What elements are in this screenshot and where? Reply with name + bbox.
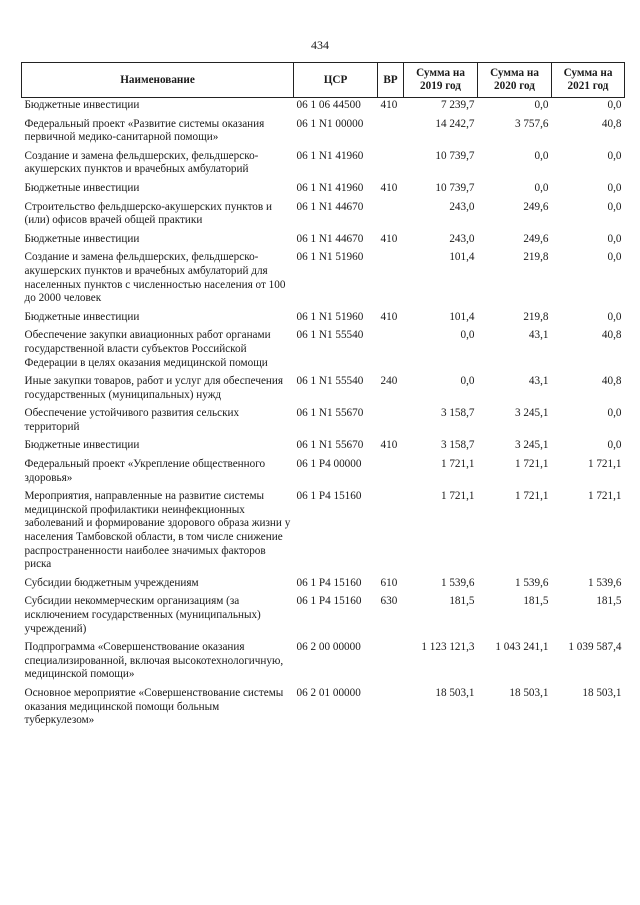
row-csr: 06 1 N1 55670 — [296, 439, 364, 452]
table-row — [22, 438, 625, 457]
row-sum-2019: 3 158,7 — [440, 407, 475, 420]
row-vr — [378, 686, 404, 732]
row-sum-2020: 18 503,1 — [509, 686, 549, 699]
row-csr: 06 1 N1 51960 — [296, 251, 364, 264]
row-sum-2021: 0,0 — [607, 99, 622, 111]
row-name: Обеспечение закупки авиационных работ органами государственной власти субъектов Российской Федерации в целях оказания медицинской помощи — [24, 329, 271, 369]
row-name: Субсидии бюджетным учреждениям — [24, 576, 199, 589]
row-sum-2020: 181,5 — [523, 595, 549, 608]
row-sum-2019: 101,4 — [449, 251, 475, 264]
row-name: Бюджетные инвестиции — [24, 310, 140, 323]
row-csr: 06 1 P4 15160 — [296, 576, 362, 589]
row-sum-2021: 0,0 — [607, 310, 622, 323]
row-vr: 410 — [380, 181, 398, 194]
table-row — [22, 576, 625, 595]
row-csr: 06 1 N1 00000 — [296, 117, 364, 130]
row-vr — [378, 406, 404, 438]
row-csr: 06 2 01 00000 — [296, 686, 361, 699]
row-csr: 06 1 N1 41960 — [296, 149, 364, 162]
row-csr: 06 1 N1 51960 — [296, 310, 364, 323]
row-sum-2020: 249,6 — [523, 232, 549, 245]
table-row — [22, 594, 625, 640]
row-name: Бюджетные инвестиции — [24, 232, 140, 245]
header-csr: ЦСР — [294, 63, 378, 98]
row-vr: 610 — [380, 576, 398, 589]
row-sum-2019: 7 239,7 — [440, 99, 475, 111]
row-sum-2021: 1 539,6 — [587, 576, 622, 589]
row-sum-2020: 1 539,6 — [514, 576, 549, 589]
row-sum-2021: 18 503,1 — [582, 686, 622, 699]
table-header-row — [22, 63, 625, 98]
row-vr: 410 — [380, 232, 398, 245]
row-sum-2021: 0,0 — [607, 232, 622, 245]
row-name: Бюджетные инвестиции — [24, 99, 140, 111]
row-sum-2019: 10 739,7 — [435, 181, 475, 194]
row-sum-2019: 1 721,1 — [440, 490, 475, 503]
row-sum-2021: 1 039 587,4 — [568, 641, 622, 654]
row-sum-2020: 0,0 — [534, 99, 549, 111]
row-name: Бюджетные инвестиции — [24, 181, 140, 194]
table-row — [22, 200, 625, 232]
row-sum-2020: 3 245,1 — [514, 439, 549, 452]
table-row — [22, 181, 625, 200]
row-sum-2021: 0,0 — [607, 439, 622, 452]
row-name: Бюджетные инвестиции — [24, 439, 140, 452]
table-row — [22, 149, 625, 181]
row-csr: 06 1 N1 44670 — [296, 200, 364, 213]
table-row — [22, 457, 625, 489]
row-sum-2020: 219,8 — [523, 251, 549, 264]
table-row — [22, 489, 625, 576]
row-sum-2021: 0,0 — [607, 251, 622, 264]
row-sum-2019: 181,5 — [449, 595, 475, 608]
table-row — [22, 406, 625, 438]
row-name: Подпрограмма «Совершенствование оказания специализированной, включая высокотехнологичную, медицинской помощи» — [24, 641, 284, 681]
row-vr — [378, 328, 404, 374]
header-vr: ВР — [378, 63, 404, 98]
budget-table — [21, 62, 625, 732]
row-vr — [378, 200, 404, 232]
row-sum-2019: 14 242,7 — [435, 117, 475, 130]
row-sum-2021: 181,5 — [596, 595, 622, 608]
table-row — [22, 250, 625, 309]
row-sum-2019: 3 158,7 — [440, 439, 475, 452]
row-sum-2019: 1 539,6 — [440, 576, 475, 589]
page-number: 434 — [311, 38, 329, 52]
row-name: Создание и замена фельдшерских, фельдшерско-акушерских пунктов и врачебных амбулаторий — [24, 149, 259, 176]
row-sum-2019: 243,0 — [449, 200, 475, 213]
row-sum-2019: 18 503,1 — [435, 686, 475, 699]
row-vr: 240 — [380, 375, 398, 388]
header-sum-2020: Сумма на 2020 год — [478, 63, 552, 98]
row-sum-2021: 40,8 — [601, 375, 622, 388]
row-sum-2021: 1 721,1 — [587, 458, 622, 471]
table-row — [22, 328, 625, 374]
row-sum-2020: 43,1 — [528, 329, 549, 342]
row-sum-2020: 1 721,1 — [514, 490, 549, 503]
row-csr: 06 1 P4 00000 — [296, 458, 362, 471]
table-row — [22, 374, 625, 406]
row-sum-2020: 0,0 — [534, 181, 549, 194]
row-name: Федеральный проект «Развитие системы оказания первичной медико-санитарной помощи» — [24, 117, 265, 144]
row-sum-2020: 1 043 241,1 — [495, 641, 549, 654]
row-vr — [378, 117, 404, 149]
row-csr: 06 2 00 00000 — [296, 641, 361, 654]
row-vr — [378, 489, 404, 576]
header-sum-2019: Сумма на 2019 год — [404, 63, 478, 98]
row-sum-2020: 3 757,6 — [514, 117, 549, 130]
row-sum-2019: 101,4 — [449, 310, 475, 323]
row-csr: 06 1 P4 15160 — [296, 490, 362, 503]
row-sum-2020: 1 721,1 — [514, 458, 549, 471]
row-sum-2019: 0,0 — [460, 375, 475, 388]
row-name: Мероприятия, направленные на развитие системы медицинской профилактики неинфекционных заболеваний и формирование здорового образа жизни у населения Тамбовской области, в том числе снижение распространенности наиболее значимых факторов риска — [24, 490, 291, 571]
table-row — [22, 232, 625, 251]
row-vr: 410 — [380, 439, 398, 452]
row-csr: 06 1 N1 55540 — [296, 375, 364, 388]
table-row — [22, 117, 625, 149]
row-sum-2019: 243,0 — [449, 232, 475, 245]
table-row — [22, 686, 625, 732]
row-sum-2020: 0,0 — [534, 149, 549, 162]
row-sum-2020: 219,8 — [523, 310, 549, 323]
row-csr: 06 1 06 44500 — [296, 99, 361, 111]
row-sum-2021: 40,8 — [601, 117, 622, 130]
table-row — [22, 640, 625, 686]
row-vr — [378, 640, 404, 686]
row-sum-2021: 0,0 — [607, 149, 622, 162]
header-name: Наименование — [22, 63, 294, 98]
row-name: Создание и замена фельдшерских, фельдшерско-акушерских пунктов и врачебных амбулаторий для населенных пунктов с численностью населения от 100 до 2000 человек — [24, 251, 286, 305]
row-sum-2021: 40,8 — [601, 329, 622, 342]
row-name: Субсидии некоммерческим организациям (за исключением государственных (муниципальных) учреждений) — [24, 595, 261, 635]
table-row — [22, 310, 625, 329]
row-name: Иные закупки товаров, работ и услуг для обеспечения государственных (муниципальных) нужд — [24, 375, 284, 401]
row-name: Основное мероприятие «Совершенствование системы оказания медицинской помощи больным туберкулезом» — [24, 686, 284, 727]
table-row — [22, 98, 625, 117]
row-vr: 630 — [380, 595, 398, 608]
row-vr — [378, 457, 404, 489]
row-name: Строительство фельдшерско-акушерских пунктов и (или) офисов врачей общей практики — [24, 200, 272, 227]
row-csr: 06 1 N1 55670 — [296, 407, 364, 420]
row-name: Обеспечение устойчивого развития сельских территорий — [24, 407, 240, 433]
header-sum-2021: Сумма на 2021 год — [552, 63, 625, 98]
row-csr: 06 1 N1 44670 — [296, 232, 364, 245]
row-csr: 06 1 N1 41960 — [296, 181, 364, 194]
row-sum-2019: 0,0 — [460, 329, 475, 342]
row-sum-2020: 249,6 — [523, 200, 549, 213]
row-vr: 410 — [380, 99, 398, 111]
row-vr: 410 — [380, 310, 398, 323]
row-sum-2021: 0,0 — [607, 200, 622, 213]
row-sum-2021: 0,0 — [607, 181, 622, 194]
row-sum-2020: 3 245,1 — [514, 407, 549, 420]
row-sum-2021: 1 721,1 — [587, 490, 622, 503]
row-csr: 06 1 N1 55540 — [296, 329, 364, 342]
row-name: Федеральный проект «Укрепление общественного здоровья» — [24, 458, 266, 484]
row-vr — [378, 149, 404, 181]
row-vr — [378, 250, 404, 309]
row-sum-2019: 1 123 121,3 — [421, 641, 475, 654]
row-sum-2021: 0,0 — [607, 407, 622, 420]
row-sum-2020: 43,1 — [528, 375, 549, 388]
row-csr: 06 1 P4 15160 — [296, 595, 362, 608]
row-sum-2019: 1 721,1 — [440, 458, 475, 471]
row-sum-2019: 10 739,7 — [435, 149, 475, 162]
